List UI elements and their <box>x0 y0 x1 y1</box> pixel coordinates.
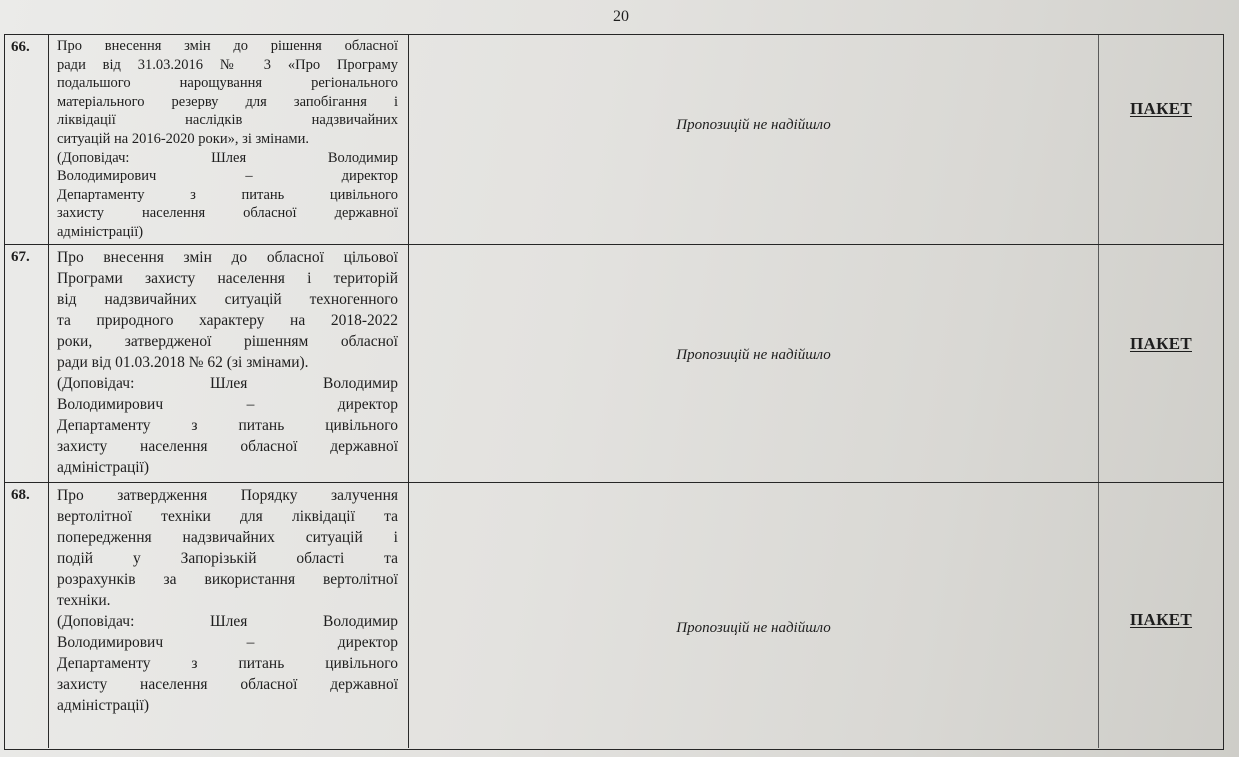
proposals-text: Пропозицій не надійшло <box>676 620 831 636</box>
page-number: 20 <box>613 8 629 25</box>
text-line: подій у Запорізькій області та <box>57 550 398 567</box>
text-line: ситуацій на 2016-2020 роки», зі змінами. <box>57 130 309 147</box>
decision-cell <box>1099 245 1223 482</box>
table-row <box>5 483 1223 748</box>
item-speaker <box>57 611 398 716</box>
text-line: адміністрації) <box>57 223 144 240</box>
text-line: адміністрації) <box>57 459 150 476</box>
text-line: Про внесення змін до обласної цільової <box>57 249 398 266</box>
item-description <box>49 483 409 748</box>
item-number: 66. <box>5 35 49 244</box>
decision-cell <box>1099 483 1223 748</box>
item-title <box>57 247 398 373</box>
proposals-cell <box>409 35 1099 244</box>
item-description <box>49 35 409 244</box>
text-line: (Доповідач: Шлея Володимир <box>57 149 398 166</box>
agenda-table <box>4 34 1224 750</box>
item-title <box>57 37 398 149</box>
text-line: Володимирович – директор <box>57 396 398 413</box>
table-row <box>5 245 1223 483</box>
text-line: Про внесення змін до рішення обласної <box>57 38 398 54</box>
item-number: 67. <box>5 245 49 482</box>
text-line: вертолітної техніки для ліквідації та <box>57 508 398 525</box>
decision-cell <box>1099 35 1223 244</box>
text-line: адміністрації) <box>57 697 150 714</box>
proposals-cell <box>409 483 1099 748</box>
item-description <box>49 245 409 482</box>
text-line: попередження надзвичайних ситуацій і <box>57 529 398 546</box>
decision-text: ПАКЕТ <box>1129 609 1192 629</box>
text-line: Департаменту з питань цивільного <box>57 417 398 434</box>
text-line: та природного характеру на 2018-2022 <box>57 312 398 329</box>
text-line: Про затвердження Порядку залучення <box>57 487 398 504</box>
text-line: ліквідації наслідків надзвичайних <box>57 112 398 129</box>
decision-text: ПАКЕТ <box>1129 98 1192 118</box>
item-number: 68. <box>5 483 49 748</box>
proposals-cell <box>409 245 1099 482</box>
item-speaker <box>57 149 398 242</box>
item-title <box>57 485 398 611</box>
text-line: Департаменту з питань цивільного <box>57 186 398 203</box>
text-line: Департаменту з питань цивільного <box>57 655 398 672</box>
table-row <box>5 35 1223 245</box>
text-line: від надзвичайних ситуацій техногенного <box>57 291 398 308</box>
text-line: захисту населення обласної державної <box>57 205 398 222</box>
text-line: матеріального резерву для запобігання і <box>57 93 398 110</box>
text-line: розрахунків за використання вертолітної <box>57 571 398 588</box>
text-line: подальшого нарощування регіонального <box>57 75 398 92</box>
text-line: ради від 01.03.2018 № 62 (зі змінами). <box>57 354 309 371</box>
text-line: (Доповідач: Шлея Володимир <box>57 375 398 392</box>
text-line: роки, затвердженої рішенням обласної <box>57 333 398 350</box>
text-line: техніки. <box>57 592 111 609</box>
text-line: ради від 31.03.2016 № 3 «Про Програму <box>57 56 398 73</box>
text-line: (Доповідач: Шлея Володимир <box>57 613 398 630</box>
text-line: захисту населення обласної державної <box>57 438 398 455</box>
proposals-text: Пропозицій не надійшло <box>676 117 831 133</box>
decision-text: ПАКЕТ <box>1129 333 1192 353</box>
text-line: захисту населення обласної державної <box>57 676 398 693</box>
item-speaker <box>57 373 398 478</box>
text-line: Володимирович – директор <box>57 634 398 651</box>
text-line: Програми захисту населення і територій <box>57 270 398 287</box>
proposals-text: Пропозицій не надійшло <box>676 347 831 363</box>
text-line: Володимирович – директор <box>57 168 398 185</box>
